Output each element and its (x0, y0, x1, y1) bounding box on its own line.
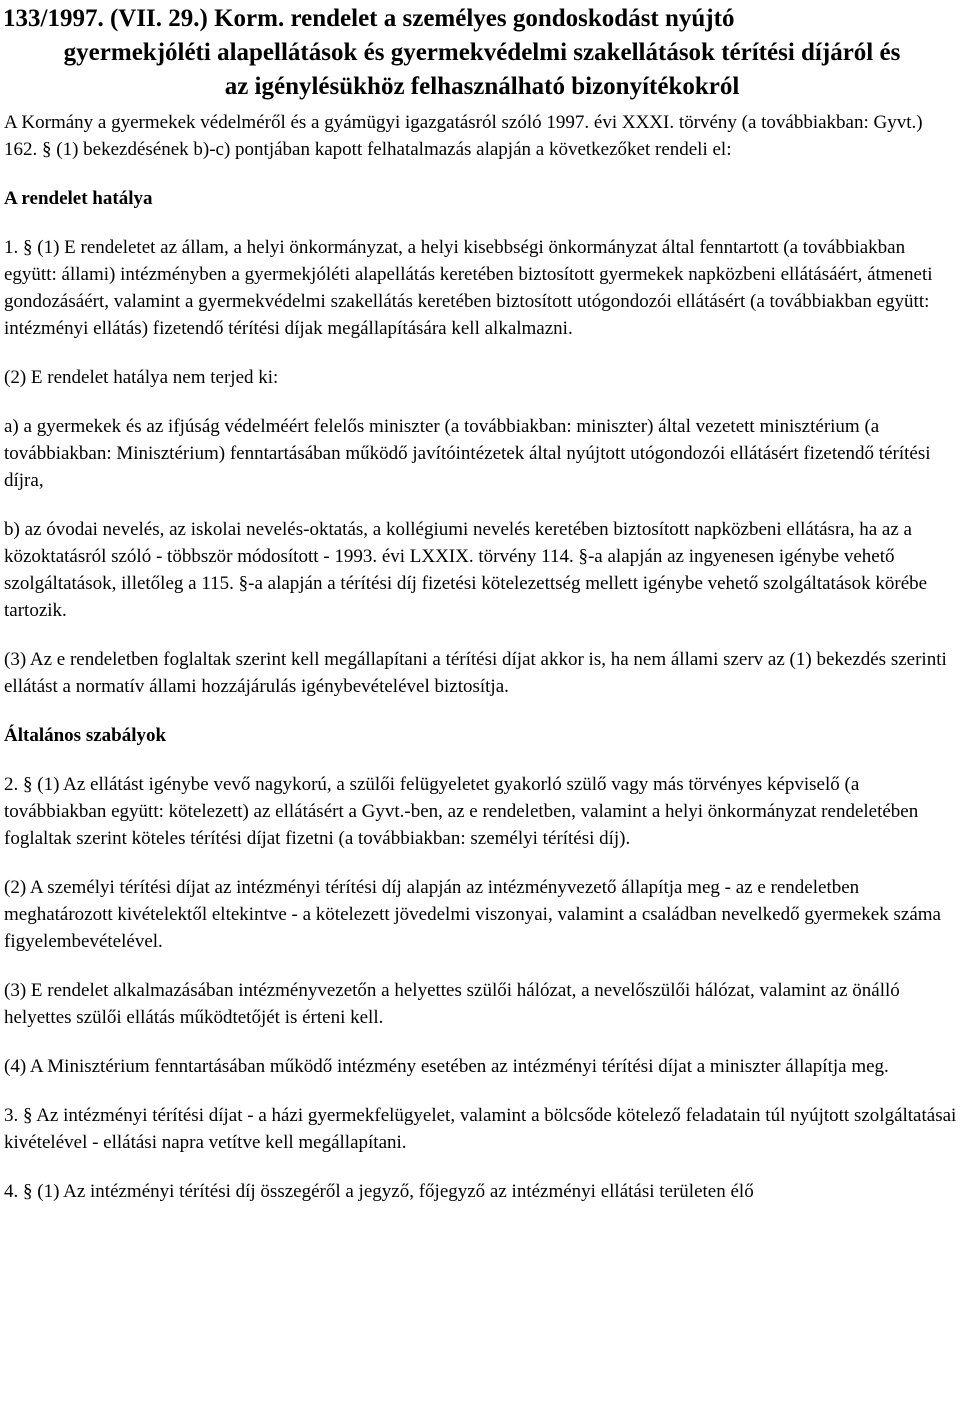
paragraph-1-3: (3) Az e rendeletben foglaltak szerint kell megállapítani a térítési díjat akkor is, ha nem állami szerv az (1) bekezdés szerinti ellátást a normatív állami hozzájárulás igénybevételével biztosítja. (4, 649, 947, 697)
section-heading-general: Általános szabályok (4, 725, 167, 746)
title-line-2: gyermekjóléti alapellátások és gyermekvédelmi szakellátások térítési díjáról és (63, 39, 901, 66)
document-page (4, 0, 960, 1205)
paragraph-2-3: (3) E rendelet alkalmazásában intézményvezetőn a helyettes szülői hálózat, a nevelőszülői hálózat, valamint az önálló helyettes szülői ellátás működtetőjét is érteni kell. (4, 980, 900, 1028)
paragraph-1-2-b: b) az óvodai nevelés, az iskolai nevelés-oktatás, a kollégiumi nevelés keretében biztosított napközbeni ellátásra, ha az a közoktatásról szóló - többször módosított - 1993. évi LXXIX. törvény 114. §-a alapján az ingyenesen igénybe vehető szolgáltatások, illetőleg a 115. §-a alapján a térítési díj fizetési kötelezettség mellett igénybe vehető szolgáltatások körébe tartozik. (4, 519, 928, 621)
paragraph-2-2: (2) A személyi térítési díjat az intézményi térítési díj alapján az intézményvezető állapítja meg - az e rendeletben meghatározott kivételektől eltekintve - a kötelezett jövedelmi viszonyai, valamint a családban nevelkedő gyermekek száma figyelembevételével. (4, 877, 941, 952)
document-title (4, 2, 960, 104)
title-line-1: 133/1997. (VII. 29.) Korm. rendelet a személyes gondoskodást nyújtó (3, 5, 735, 32)
paragraph-1-1: 1. § (1) E rendeletet az állam, a helyi önkormányzat, a helyi kisebbségi önkormányzat által fenntartott (a továbbiakban együtt: állami) intézményben a gyermekjóléti alapellátás keretében biztosított gyermekek napközbeni ellátásáért, átmeneti gondozásáért, valamint a gyermekvédelmi szakellátás keretében biztosított utógondozói ellátásért (a továbbiakban együtt: intézményi ellátás) fizetendő térítési díjak megállapítására kell alkalmazni. (4, 237, 933, 339)
paragraph-4-1: 4. § (1) Az intézményi térítési díj összegéről a jegyző, főjegyző az intézményi ellátási területen élő (4, 1181, 754, 1202)
paragraph-2-1: 2. § (1) Az ellátást igénybe vevő nagykorú, a szülői felügyeletet gyakorló szülő vagy más törvényes képviselő (a továbbiakban együtt: kötelezett) az ellátásért a Gyvt.-ben, az e rendeletben, valamint a helyi önkormányzat rendeletében foglaltak szerint köteles térítési díjat fizetni (a továbbiakban: személyi térítési díj). (4, 774, 919, 849)
section-heading-scope: A rendelet hatálya (4, 188, 153, 209)
preamble: A Kormány a gyermekek védelméről és a gyámügyi igazgatásról szóló 1997. évi XXXI. törvény (a továbbiakban: Gyvt.) 162. § (1) bekezdésének b)-c) pontjában kapott felhatalmazás alapján a következőket rendeli el: (4, 112, 923, 160)
title-line-3: az igénylésükhöz felhasználható bizonyítékokról (224, 73, 740, 100)
paragraph-1-2: (2) E rendelet hatálya nem terjed ki: (4, 367, 279, 388)
paragraph-1-2-a: a) a gyermekek és az ifjúság védelméért felelős miniszter (a továbbiakban: miniszter) által vezetett minisztérium (a továbbiakban: Minisztérium) fenntartásában működő javítóintézetek által nyújtott utógondozói ellátásért fizetendő térítési díjra, (4, 416, 931, 491)
paragraph-3: 3. § Az intézményi térítési díjat - a házi gyermekfelügyelet, valamint a bölcsőde kötelező feladatain túl nyújtott szolgáltatásai kivételével - ellátási napra vetítve kell megállapítani. (4, 1105, 957, 1153)
paragraph-2-4: (4) A Minisztérium fenntartásában működő intézmény esetében az intézményi térítési díjat a miniszter állapítja meg. (4, 1056, 889, 1077)
